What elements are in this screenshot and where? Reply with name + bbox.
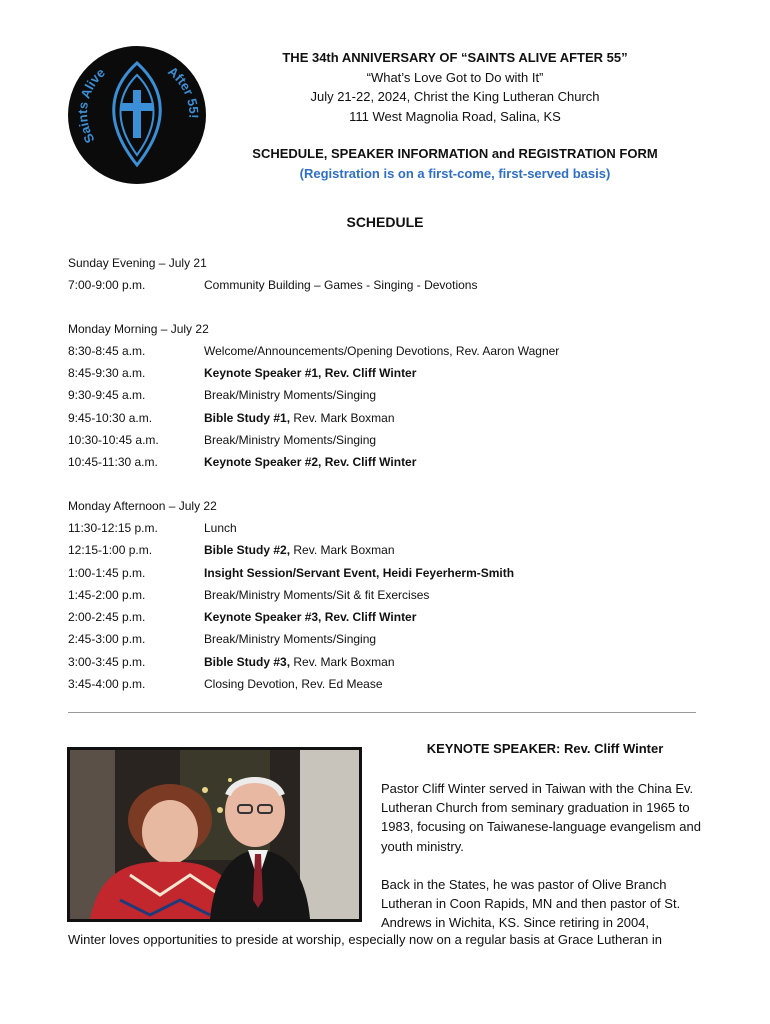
row-time: 11:30-12:15 p.m. bbox=[68, 520, 158, 535]
row-text: Break/Ministry Moments/Singing bbox=[204, 632, 377, 647]
schedule-row bbox=[68, 407, 708, 429]
schedule-row bbox=[68, 429, 708, 451]
row-time: 12:15-1:00 p.m. bbox=[68, 543, 153, 558]
row-text: Welcome/Announcements/Opening Devotions, Rev. Aaron Wagner bbox=[204, 343, 560, 358]
row-bold: Bible Study #2, bbox=[204, 543, 291, 558]
schedule-row bbox=[68, 606, 708, 628]
schedule-row bbox=[68, 384, 708, 406]
schedule-row bbox=[68, 562, 708, 584]
section-divider bbox=[68, 712, 696, 713]
speaker-bio bbox=[381, 779, 706, 951]
section-heading: Monday Morning – July 22 bbox=[68, 321, 209, 336]
schedule-row bbox=[68, 628, 708, 650]
schedule-row bbox=[68, 517, 708, 539]
row-time: 10:30-10:45 a.m. bbox=[68, 433, 159, 448]
row-text: Rev. Mark Boxman bbox=[290, 654, 395, 669]
logo-text-right: After 55! bbox=[165, 63, 202, 119]
monday-afternoon-section bbox=[68, 495, 708, 696]
keynote-speaker-title: KEYNOTE SPEAKER: Rev. Cliff Winter bbox=[426, 741, 664, 756]
row-text: Rev. Mark Boxman bbox=[290, 410, 395, 425]
row-bold: Keynote Speaker #3, Rev. Cliff Winter bbox=[204, 610, 417, 625]
form-title: SCHEDULE, SPEAKER INFORMATION and REGISTRATION FORM bbox=[252, 146, 658, 161]
schedule-row bbox=[68, 451, 708, 473]
monday-morning-section bbox=[68, 318, 708, 474]
schedule-row bbox=[68, 673, 708, 695]
row-bold: Bible Study #3, bbox=[204, 654, 291, 669]
row-text: Lunch bbox=[204, 520, 237, 535]
row-time: 7:00-9:00 p.m. bbox=[68, 278, 146, 293]
schedule-row bbox=[68, 274, 708, 296]
row-time: 1:00-1:45 p.m. bbox=[68, 565, 146, 580]
row-time: 8:30-8:45 a.m. bbox=[68, 343, 146, 358]
schedule-row bbox=[68, 584, 708, 606]
row-bold: Bible Study #1, bbox=[204, 410, 291, 425]
registration-note: (Registration is on a first-come, first-served basis) bbox=[299, 165, 611, 181]
row-text: Rev. Mark Boxman bbox=[290, 543, 395, 558]
bio-paragraph-1: Pastor Cliff Winter served in Taiwan with the China Ev. Lutheran Church from seminary graduation in 1965 to 1983, focusing on Taiwanese-language evangelism and youth ministry. bbox=[381, 781, 701, 854]
row-text: Community Building – Games - Singing - Devotions bbox=[204, 278, 478, 293]
row-text: Break/Ministry Moments/Singing bbox=[204, 433, 377, 448]
anniversary-title: THE 34th ANNIVERSARY OF “SAINTS ALIVE AFTER 55” bbox=[282, 50, 628, 65]
row-time: 2:00-2:45 p.m. bbox=[68, 610, 146, 625]
row-time: 9:30-9:45 a.m. bbox=[68, 388, 146, 403]
address-line: 111 West Magnolia Road, Salina, KS bbox=[349, 108, 561, 124]
schedule-title: SCHEDULE bbox=[346, 214, 424, 230]
document-header bbox=[220, 48, 690, 183]
row-text: Closing Devotion, Rev. Ed Mease bbox=[204, 677, 383, 692]
row-time: 10:45-11:30 a.m. bbox=[68, 455, 158, 470]
row-text: Break/Ministry Moments/Singing bbox=[204, 388, 377, 403]
schedule-row bbox=[68, 651, 708, 673]
row-time: 8:45-9:30 a.m. bbox=[68, 366, 146, 381]
schedule-row bbox=[68, 340, 708, 362]
saints-alive-logo bbox=[67, 45, 207, 185]
schedule-list bbox=[68, 252, 708, 716]
row-time: 9:45-10:30 a.m. bbox=[68, 410, 153, 425]
row-time: 3:00-3:45 p.m. bbox=[68, 654, 146, 669]
logo-text-left: Saints Alive bbox=[74, 64, 108, 146]
bio-paragraph-2: Back in the States, he was pastor of Olive Branch Lutheran in Coon Rapids, MN and then pastor of St. Andrews in Wichita, KS. Since retiring in 2004, bbox=[381, 876, 681, 931]
row-time: 1:45-2:00 p.m. bbox=[68, 587, 146, 602]
section-heading: Sunday Evening – July 21 bbox=[68, 256, 207, 270]
row-bold: Keynote Speaker #2, Rev. Cliff Winter bbox=[204, 455, 417, 470]
bio-continuation: Winter loves opportunities to preside at worship, especially now on a regular basis at Grace Lutheran in bbox=[68, 932, 662, 947]
row-text: Break/Ministry Moments/Sit & fit Exercises bbox=[204, 587, 430, 602]
row-time: 2:45-3:00 p.m. bbox=[68, 632, 146, 647]
sunday-section bbox=[68, 252, 708, 297]
row-bold: Keynote Speaker #1, Rev. Cliff Winter bbox=[204, 366, 417, 381]
theme-line: “What’s Love Got to Do with It” bbox=[366, 69, 544, 85]
row-time: 3:45-4:00 p.m. bbox=[68, 677, 146, 692]
section-heading: Monday Afternoon – July 22 bbox=[68, 498, 217, 513]
schedule-row bbox=[68, 362, 708, 384]
row-bold: Insight Session/Servant Event, Heidi Feyerherm-Smith bbox=[204, 565, 515, 580]
date-location-line: July 21-22, 2024, Christ the King Lutheran Church bbox=[310, 89, 600, 104]
schedule-row bbox=[68, 539, 708, 561]
speaker-photo bbox=[67, 747, 362, 922]
